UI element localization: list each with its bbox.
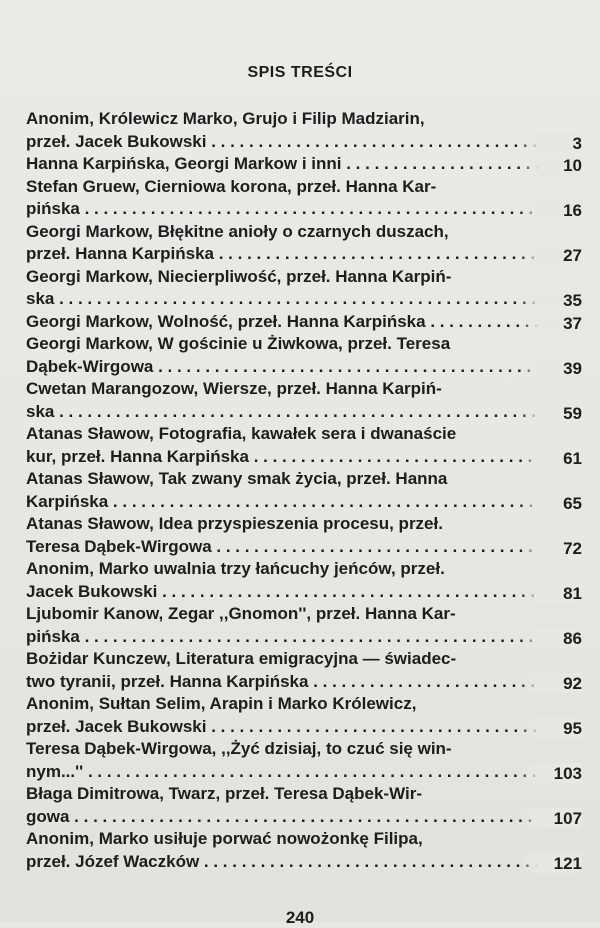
toc-entry-line	[26, 288, 582, 311]
toc-entry-line	[26, 558, 582, 581]
toc-entry-line	[26, 603, 582, 626]
toc-entry-line	[26, 176, 582, 199]
toc-entry-page: 39	[520, 358, 582, 379]
toc-entry-text: Teresa Dąbek-Wirgowa, ,,Żyć dzisiaj, to czuć się win-	[26, 739, 452, 758]
toc-entry-line	[26, 828, 582, 851]
toc-entry	[26, 333, 582, 378]
toc-entry-page: 35	[520, 290, 582, 311]
toc-entry-line	[26, 806, 582, 829]
toc-entry	[26, 603, 582, 648]
toc-entry-page: 16	[520, 200, 582, 221]
toc-entry-line	[26, 738, 582, 761]
toc-entry-line	[26, 491, 582, 514]
toc-entry	[26, 221, 582, 266]
toc-entry-line	[26, 851, 582, 874]
toc-entry-text: Bożidar Kunczew, Literatura emigracyjna — świadec-	[26, 649, 457, 668]
toc-entry	[26, 693, 582, 738]
toc-entry-text: Georgi Markow, W gościnie u Żiwkowa, przeł. Teresa	[26, 334, 451, 353]
toc-entry-line	[26, 783, 582, 806]
toc-entry-text: two tyranii, przeł. Hanna Karpińska . . .	[26, 671, 582, 694]
toc-entry-text: Teresa Dąbek-Wirgowa . . .	[26, 536, 582, 559]
toc-entry-text: ska . . .	[26, 401, 582, 424]
toc-entry-text: Georgi Markow, Wolność, przeł. Hanna Karpińska . . .	[26, 311, 582, 334]
toc-entry-text: Atanas Sławow, Tak zwany smak życia, przeł. Hanna	[26, 469, 448, 488]
toc-entry	[26, 783, 582, 828]
toc-entry-page: 92	[520, 673, 582, 694]
toc-entry	[26, 513, 582, 558]
toc-entry-line	[26, 581, 582, 604]
toc-entry-line	[26, 266, 582, 289]
toc-entry-text: przeł. Jacek Bukowski . . .	[26, 131, 582, 154]
toc-entry	[26, 648, 582, 693]
toc-entry	[26, 378, 582, 423]
toc-entry-line	[26, 378, 582, 401]
toc-entry-text: Karpińska . . .	[26, 491, 582, 514]
toc-entry	[26, 738, 582, 783]
toc-entry-text: gowa . . .	[26, 806, 582, 829]
toc-entry-text: przeł. Hanna Karpińska . . .	[26, 243, 582, 266]
toc-entry-text: Błaga Dimitrowa, Twarz, przeł. Teresa Dąbek-Wir-	[26, 784, 422, 803]
toc-entry-page: 27	[520, 245, 582, 266]
toc-entry-line	[26, 311, 582, 334]
toc-entry-line	[26, 716, 582, 739]
toc-entry-line	[26, 333, 582, 356]
table-of-contents	[26, 108, 582, 873]
toc-entry-page: 121	[520, 853, 582, 874]
toc-entry-text: Anonim, Marko usiłuje porwać nowożonkę Filipa,	[26, 829, 423, 848]
toc-entry-line	[26, 761, 582, 784]
toc-entry	[26, 176, 582, 221]
toc-entry-text: pińska . . .	[26, 626, 582, 649]
toc-entry-page: 103	[520, 763, 582, 784]
toc-entry-text: Georgi Markow, Błękitne anioły o czarnych duszach,	[26, 221, 449, 241]
toc-entry-text: Stefan Gruew, Cierniowa korona, przeł. Hanna Kar-	[26, 176, 437, 196]
toc-entry-text: przeł. Jacek Bukowski . . .	[26, 716, 582, 739]
toc-entry-page: 37	[520, 313, 582, 334]
toc-entry-text: Atanas Sławow, Fotografia, kawałek sera i dwanaście	[26, 424, 457, 443]
toc-entry-line	[26, 513, 582, 536]
toc-entry	[26, 153, 582, 176]
toc-entry-line	[26, 198, 582, 221]
page-title: SPIS TREŚCI	[247, 64, 353, 81]
toc-entry-text: ska . . .	[26, 288, 582, 311]
toc-entry-page: 81	[520, 583, 582, 604]
toc-entry-line	[26, 131, 582, 154]
toc-entry-text: Anonim, Królewicz Marko, Grujo i Filip Madziarin,	[26, 109, 425, 128]
toc-entry	[26, 311, 582, 334]
toc-entry-line	[26, 648, 582, 671]
toc-entry-page: 61	[520, 448, 582, 469]
toc-entry-text: nym...'' . . .	[26, 761, 582, 784]
toc-entry-line	[26, 423, 582, 446]
toc-entry-line	[26, 153, 582, 176]
toc-entry-page: 65	[520, 493, 582, 514]
toc-entry-page: 10	[520, 155, 582, 176]
toc-entry-text: przeł. Józef Waczków . . .	[26, 851, 582, 874]
toc-entry-page: 72	[520, 538, 582, 559]
toc-entry-line	[26, 626, 582, 649]
toc-entry	[26, 468, 582, 513]
toc-entry-text: Georgi Markow, Niecierpliwość, przeł. Hanna Karpiń-	[26, 266, 452, 286]
toc-entry	[26, 828, 582, 873]
toc-entry-text: Jacek Bukowski . . .	[26, 581, 582, 604]
toc-entry-page: 3	[520, 133, 582, 154]
toc-entry-line	[26, 243, 582, 266]
toc-entry-text: Dąbek-Wirgowa . . .	[26, 356, 582, 379]
toc-entry-page: 86	[520, 628, 582, 649]
toc-entry-page: 95	[520, 718, 582, 739]
toc-entry-text: Anonim, Marko uwalnia trzy łańcuchy jeńców, przeł.	[26, 559, 445, 578]
toc-entry-line	[26, 401, 582, 424]
toc-entry-page: 59	[520, 403, 582, 424]
toc-entry-line	[26, 108, 582, 131]
toc-entry	[26, 558, 582, 603]
toc-entry-text: pińska . . .	[26, 198, 582, 221]
toc-entry-line	[26, 356, 582, 379]
toc-entry-line	[26, 446, 582, 469]
toc-entry	[26, 423, 582, 468]
toc-entry-line	[26, 671, 582, 694]
toc-entry-text: Ljubomir Kanow, Zegar ,,Gnomon'', przeł. Hanna Kar-	[26, 604, 456, 623]
toc-entry-text: Hanna Karpińska, Georgi Markow i inni . . .	[26, 153, 582, 176]
toc-entry-text: kur, przeł. Hanna Karpińska . . .	[26, 446, 582, 469]
toc-entry	[26, 108, 582, 153]
toc-entry-text: Cwetan Marangozow, Wiersze, przeł. Hanna Karpiń-	[26, 379, 442, 398]
toc-entry	[26, 266, 582, 311]
toc-entry-text: Atanas Sławow, Idea przyspieszenia procesu, przeł.	[26, 514, 443, 533]
toc-entry-line	[26, 536, 582, 559]
toc-entry-line	[26, 221, 582, 244]
page-number: 240	[285, 908, 315, 927]
toc-entry-line	[26, 468, 582, 491]
toc-entry-page: 107	[520, 808, 582, 829]
toc-entry-text: Anonim, Sułtan Selim, Arapin i Marko Królewicz,	[26, 694, 417, 713]
toc-entry-line	[26, 693, 582, 716]
